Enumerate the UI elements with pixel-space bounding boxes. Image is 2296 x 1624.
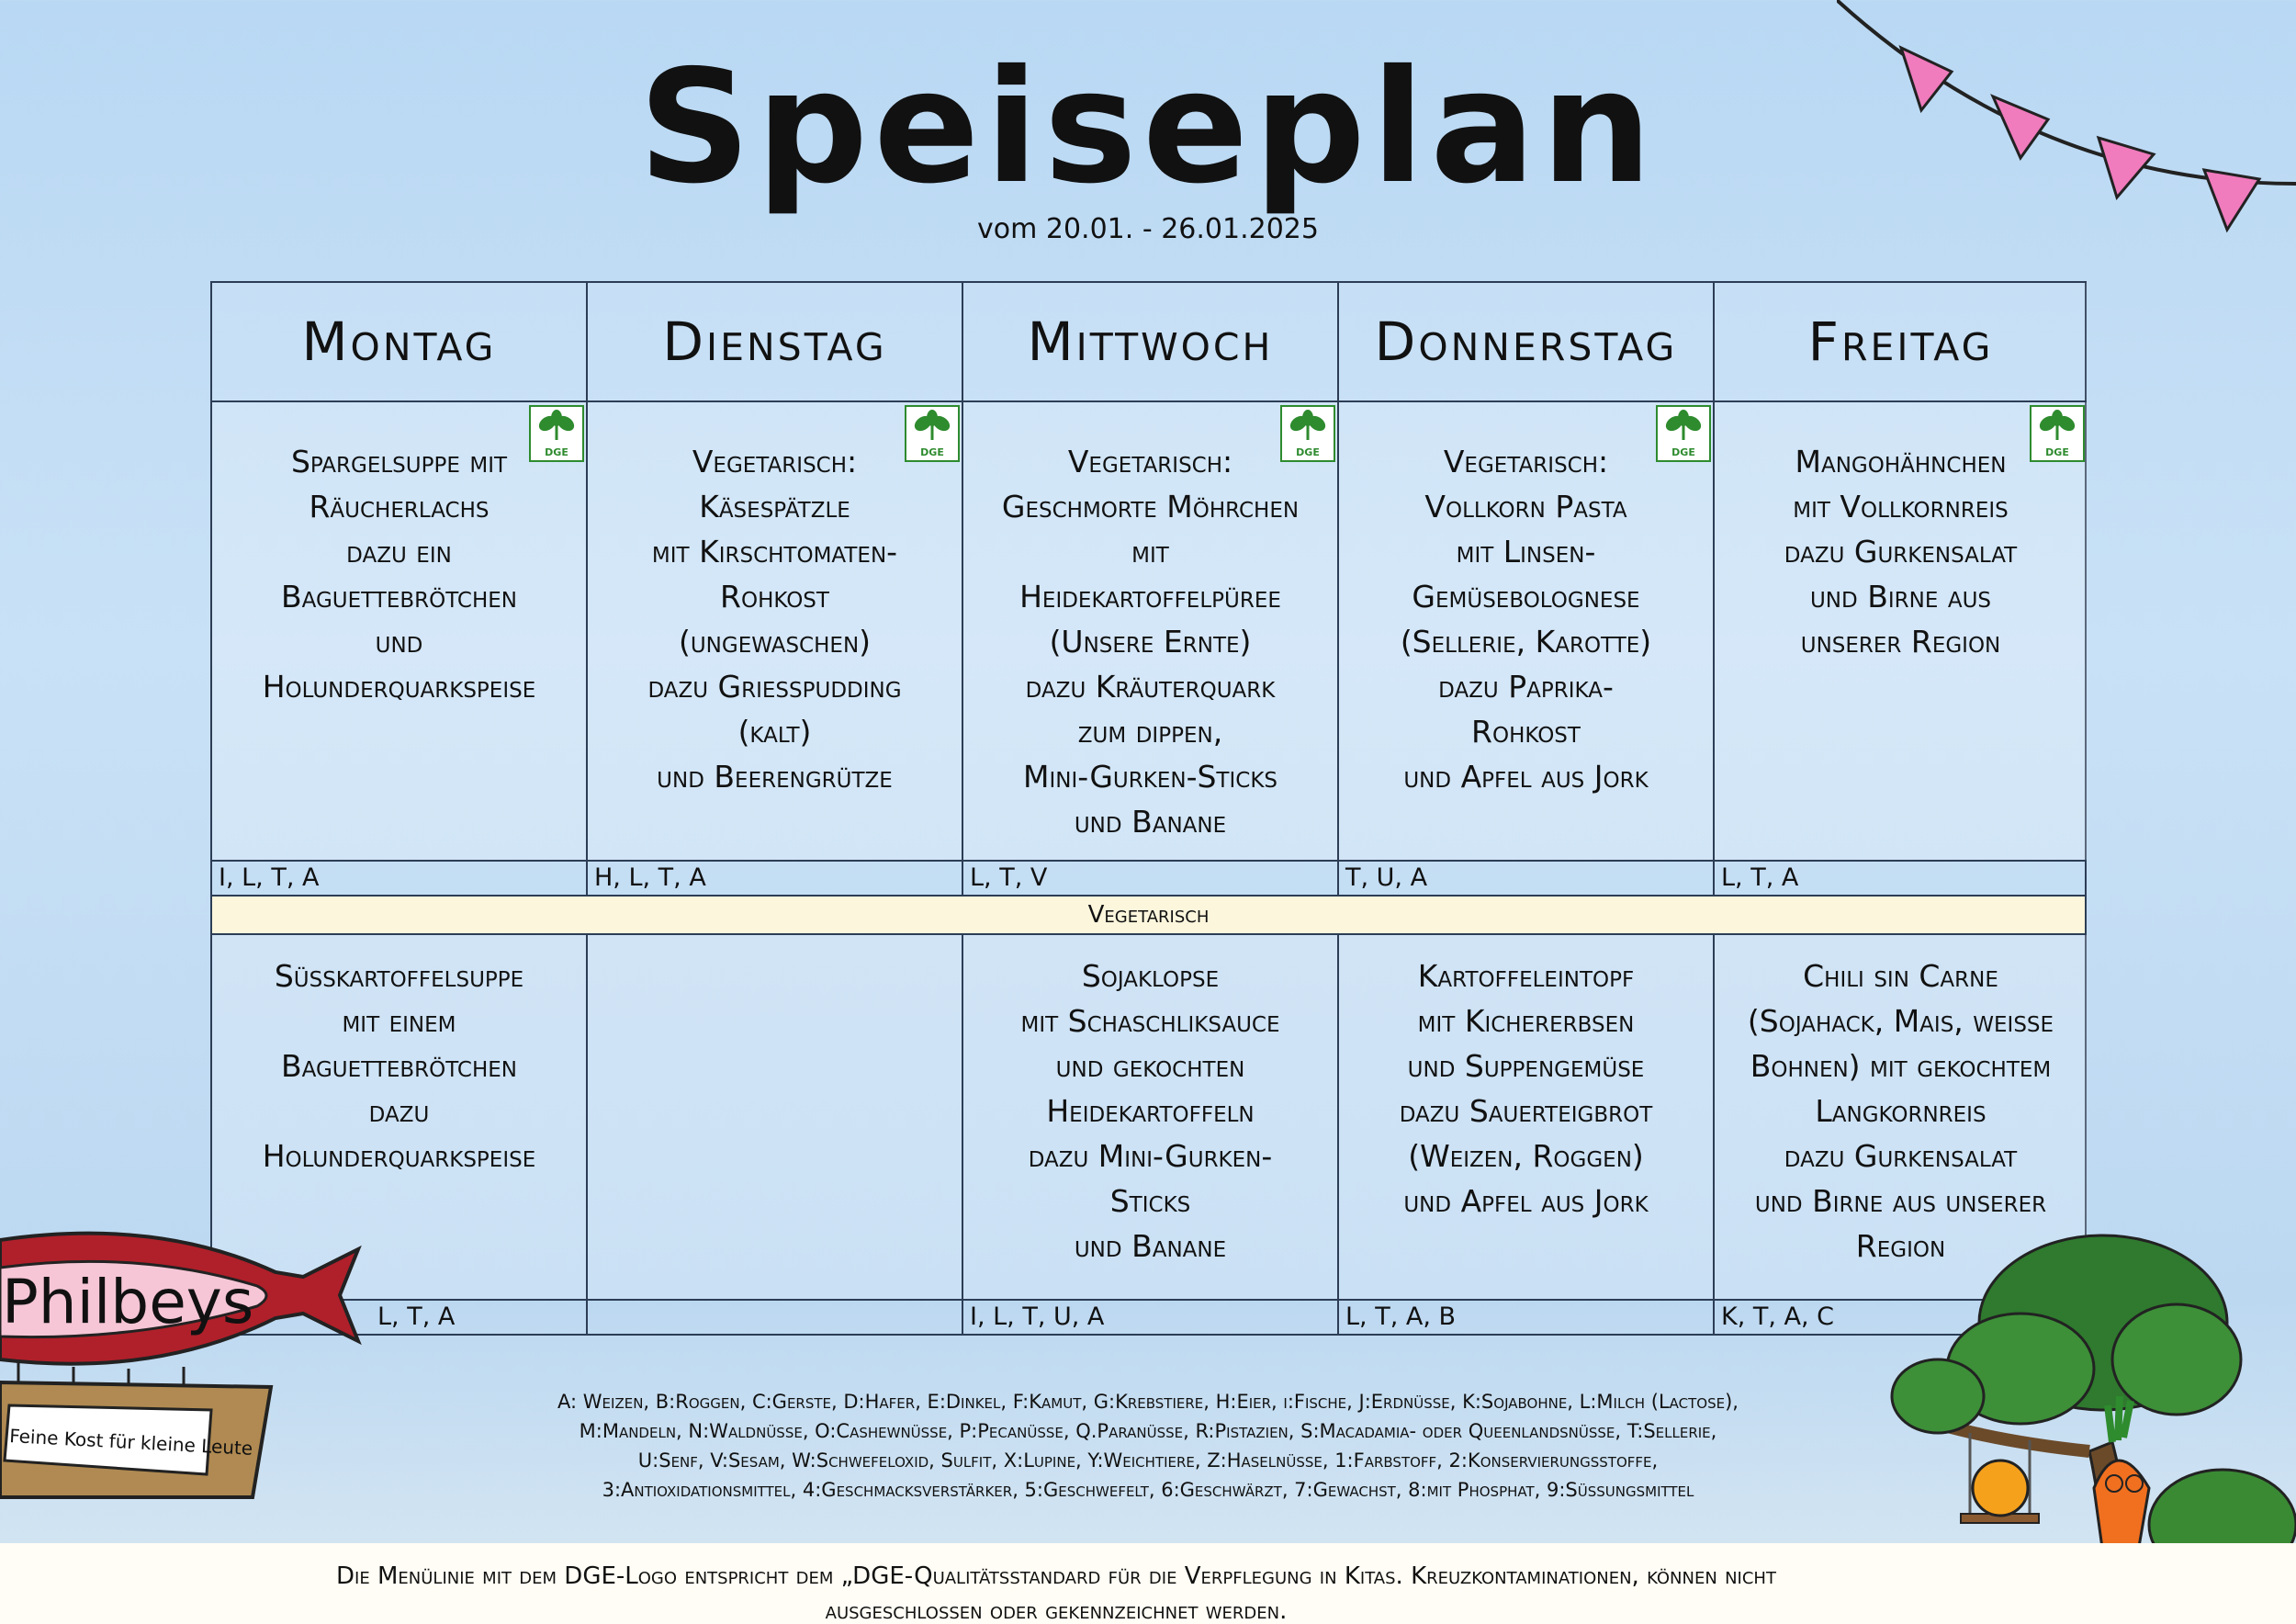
dish-cell-freitag-main [1715, 402, 2087, 862]
dish-text: Sojaklopse mit Schaschliksauce und gekochten Heidekartoffeln dazu Mini-Gurken- Sticks und Banane [1020, 958, 1280, 1264]
dge-logo-icon: DGE [2030, 405, 2085, 462]
dish-text: Vegetarisch: Vollkorn Pasta mit Linsen- Gemüsebolognese (Sellerie, Karotte) dazu Paprika- Rohkost und Apfel aus Jork [1400, 444, 1652, 795]
dish-cell-donnerstag-vegetarian [1339, 935, 1715, 1301]
legend-line: 3:Antioxidationsmittel, 4:Geschmacksverstärker, 5:Geschwefelt, 6:Geschwärzt, 7:Gewachst, 8:mit Phosphat, 9:Süßungsmittel [602, 1479, 1694, 1501]
dish-text: Spargelsuppe mit Räucherlachs dazu ein Baguettebrötchen und Holunderquarkspeise [262, 444, 536, 705]
legend-line: A: Weizen, B:Roggen, C:Gerste, D:Hafer, E:Dinkel, F:Kamut, G:Krebstiere, H:Eier, i:Fische, J:Erdnüsse, K:Sojabohne, L:Milch (Lactose), [557, 1391, 1739, 1413]
allergen-legend [478, 1387, 1818, 1505]
allergen-codes-donnerstag-vegetarian: L, T, A, B [1339, 1301, 1715, 1336]
allergen-codes-freitag-main: L, T, A [1715, 862, 2087, 897]
day-header-montag: Montag [212, 283, 588, 402]
date-range: vom 20.01. - 26.01.2025 [977, 213, 1319, 245]
philbeys-blimp-logo [0, 1222, 377, 1516]
allergen-codes-freitag-vegetarian: K, T, A, C [1721, 1303, 1835, 1331]
dge-logo-icon: DGE [1656, 405, 1711, 462]
brand-name: Philbeys [2, 1267, 254, 1337]
dish-text: Vegetarisch: Geschmorte Möhrchen mit Heidekartoffelpüree (Unsere Ernte) dazu Kräuterquark zum dippen, Mini-Gurken-Sticks und Banane [1001, 444, 1300, 840]
menu-table [210, 281, 2087, 1336]
day-header-donnerstag: Donnerstag [1339, 283, 1715, 402]
dish-text: Vegetarisch: Käsespätzle mit Kirschtomaten- Rohkost (ungewaschen) dazu Grießpudding (kalt) und Beerengrütze [647, 444, 902, 795]
day-header-freitag: Freitag [1715, 283, 2087, 402]
dish-text: Mangohähnchen mit Vollkornreis dazu Gurkensalat und Birne aus unserer Region [1784, 444, 2018, 660]
allergen-codes-montag-vegetarian: L, T, A [212, 1301, 588, 1336]
day-header-mittwoch: Mittwoch [963, 283, 1339, 402]
allergen-codes-montag-main: I, L, T, A [212, 862, 588, 897]
dge-logo-icon: DGE [1280, 405, 1335, 462]
bunting-decoration [1837, 0, 2296, 248]
dish-cell-dienstag-main [588, 402, 963, 862]
dish-cell-montag-main [212, 402, 588, 862]
dish-cell-donnerstag-main [1339, 402, 1715, 862]
footer-line: ausgeschlossen oder gekennzeichnet werden. [825, 1597, 1288, 1624]
allergen-codes-dienstag-main: H, L, T, A [588, 862, 963, 897]
dish-text: Kartoffeleintopf mit Kichererbsen und Suppengemüse dazu Sauerteigbrot (Weizen, Roggen) und Apfel aus Jork [1399, 958, 1653, 1219]
footer-note [138, 1559, 1975, 1624]
allergen-codes-mittwoch-vegetarian: I, L, T, U, A [963, 1301, 1339, 1336]
vegetarian-section-label: Vegetarisch [212, 897, 2085, 935]
dish-cell-mittwoch-vegetarian [963, 935, 1339, 1301]
page-title: Speiseplan [638, 37, 1658, 219]
legend-line: M:Mandeln, N:Waldnüsse, O:Cashewnüsse, P:Pecanüsse, Q.Paranüsse, R:Pistazien, S:Macadamia- oder Queenlandsnüsse, T:Sellerie, [579, 1420, 1717, 1442]
brand-tagline: Feine Kost für kleine Leute [8, 1425, 253, 1460]
allergen-codes-mittwoch-main: L, T, V [963, 862, 1339, 897]
footer-line: Die Menülinie mit dem DGE-Logo entspricht dem „DGE-Qualitätsstandard für die Verpflegung in Kitas. Kreuzkontaminationen, können nicht [336, 1562, 1776, 1590]
dge-logo-icon: DGE [905, 405, 960, 462]
day-header-dienstag: Dienstag [588, 283, 963, 402]
dish-text: Süßkartoffelsuppe mit einem Baguettebrötchen dazu Holunderquarkspeise [262, 958, 536, 1174]
dish-cell-dienstag-vegetarian [588, 935, 963, 1301]
allergen-codes-dienstag-vegetarian [588, 1301, 963, 1336]
dge-logo-icon: DGE [529, 405, 584, 462]
dish-text: Chili sin Carne (Sojahack, Mais, weiße Bohnen) mit gekochtem Langkornreis dazu Gurkensalat und Birne aus unserer Region [1747, 958, 2054, 1264]
legend-line: U:Senf, V:Sesam, W:Schwefeloxid, Sulfit, X:Lupine, Y:Weichtiere, Z:Haselnüsse, 1:Farbstoff, 2:Konservierungsstoffe, [637, 1449, 1659, 1472]
allergen-codes-donnerstag-main: T, U, A [1339, 862, 1715, 897]
dish-cell-mittwoch-main [963, 402, 1339, 862]
